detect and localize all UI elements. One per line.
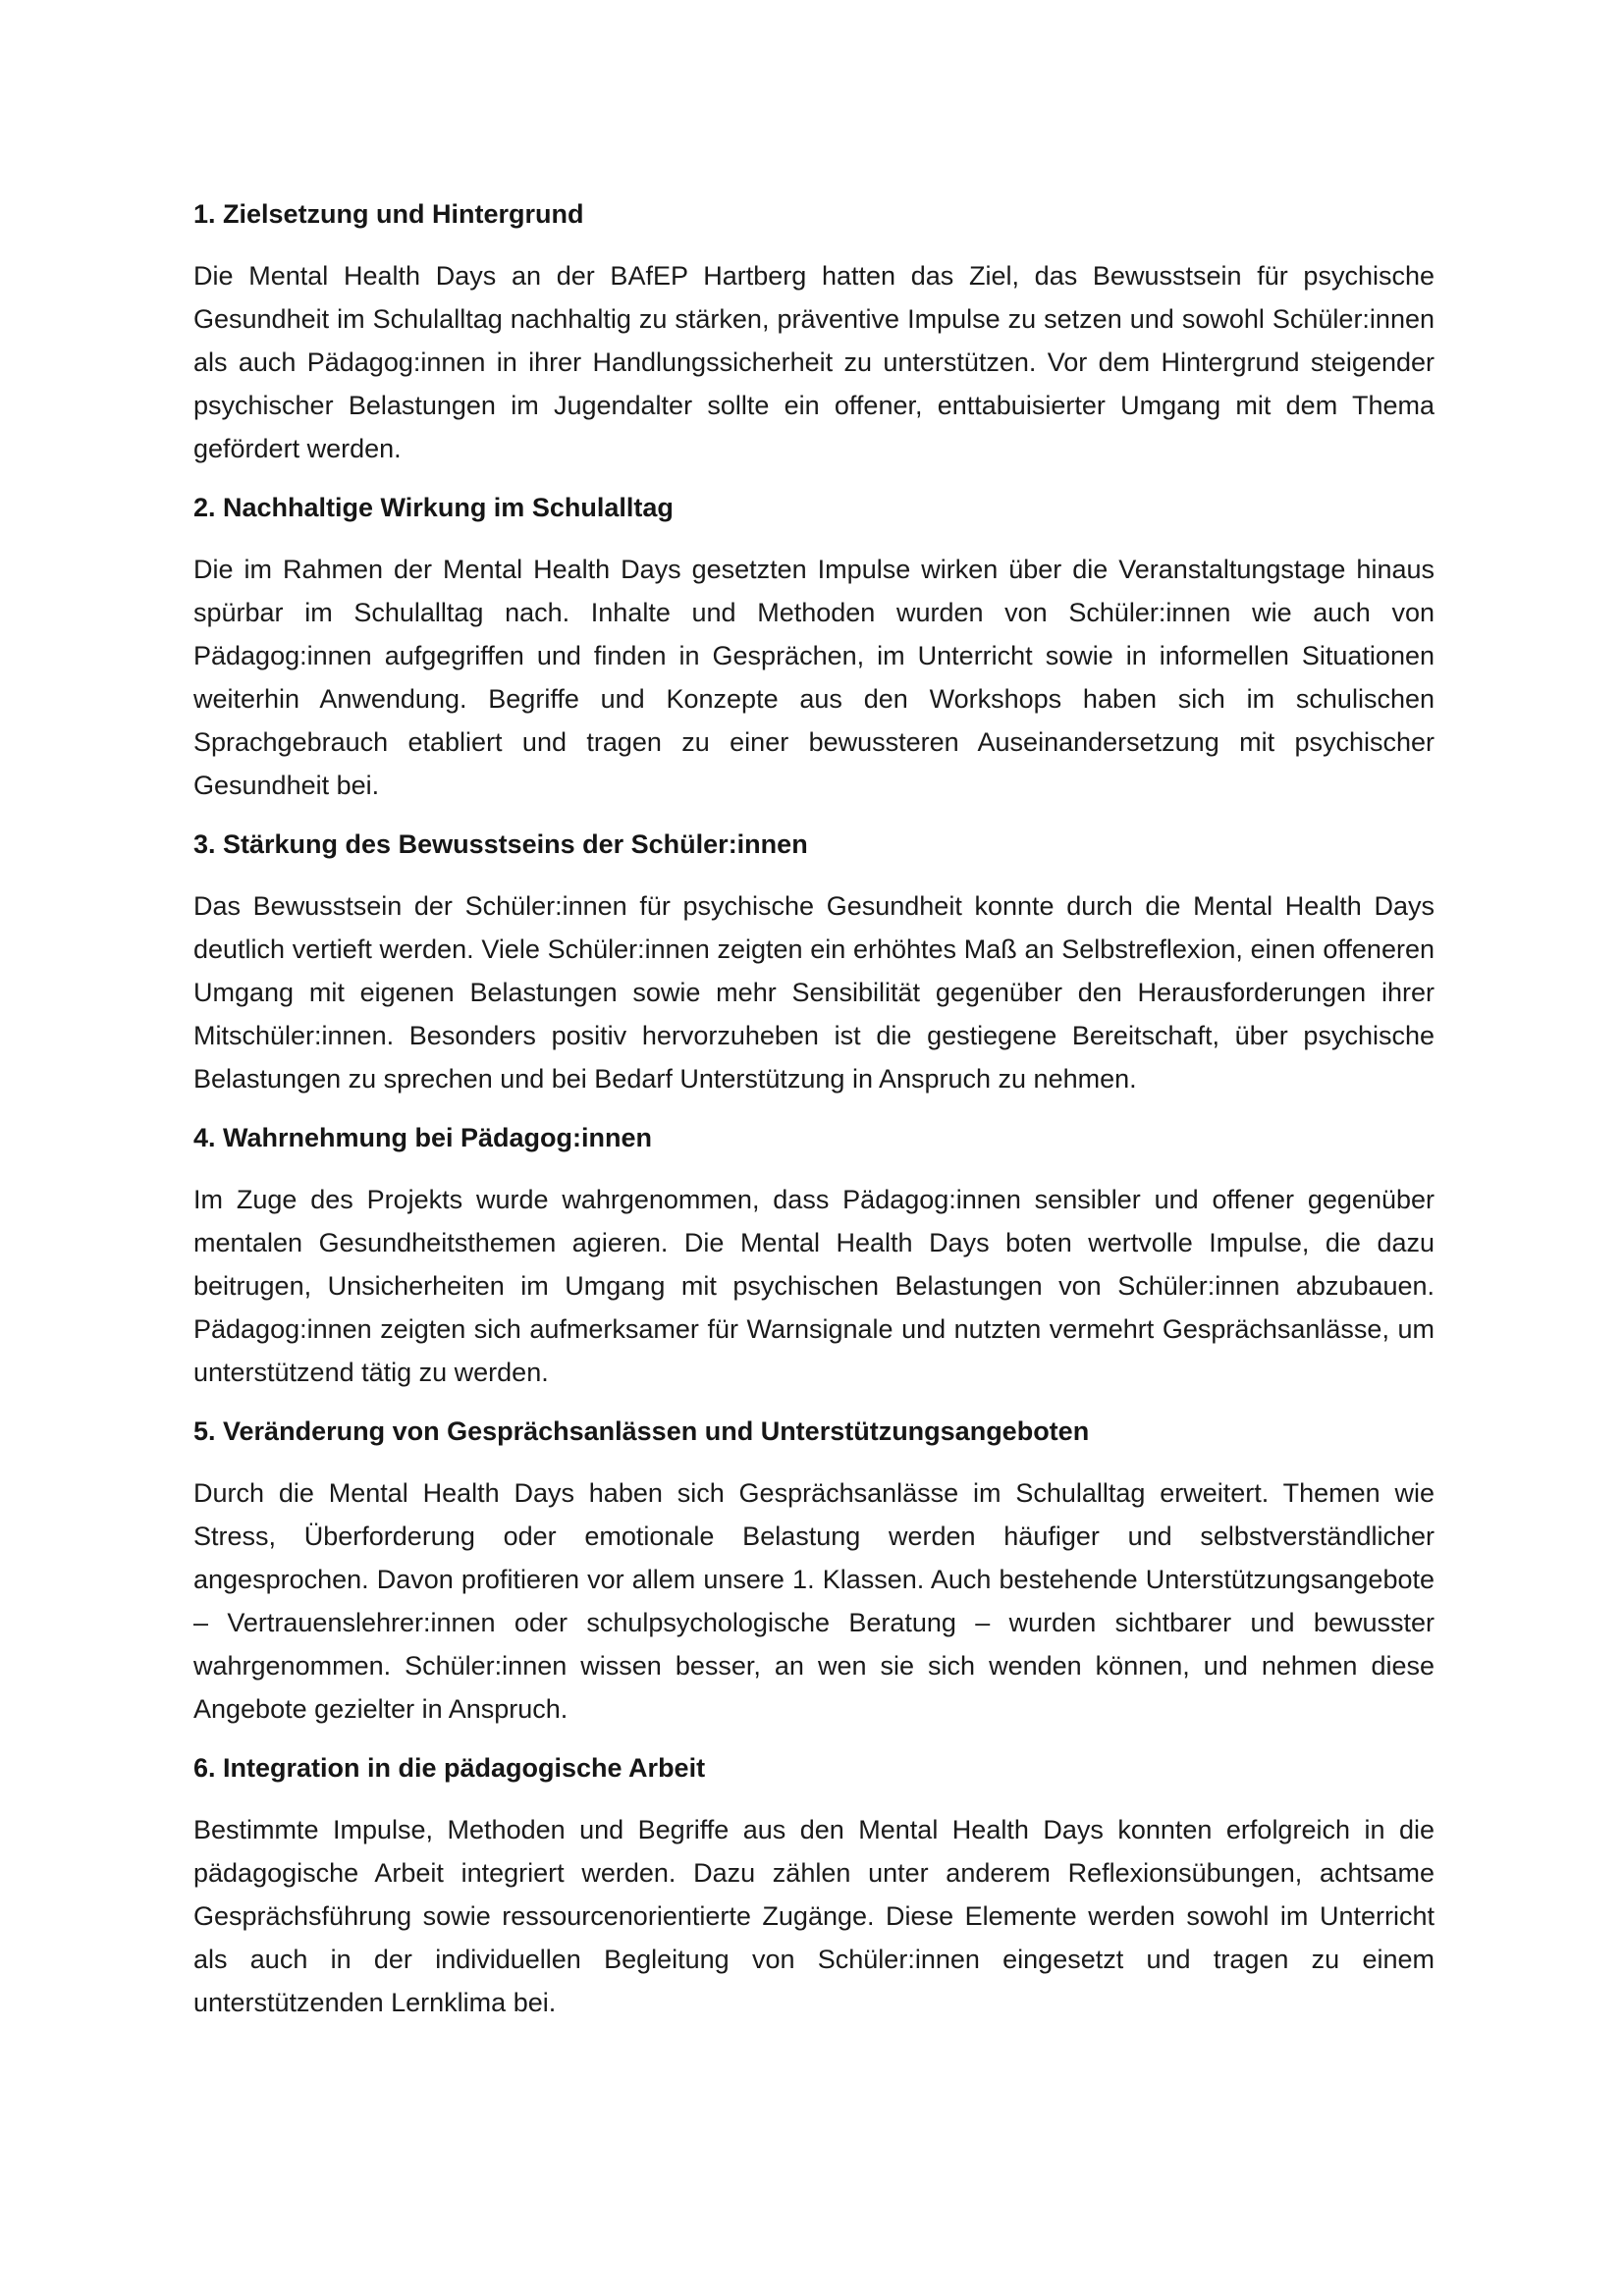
section-integration	[193, 1746, 1435, 2024]
document-content	[193, 192, 1435, 2040]
section-paragraph: Das Bewusstsein der Schüler:innen für psychische Gesundheit konnte durch die Mental Health Days deutlich vertieft werden. Viele Schüler:innen zeigten ein erhöhtes Maß an Selbstreflexion, einen offeneren Umgang mit eigenen Belastungen sowie mehr Sensibilität gegenüber den Herausforderungen ihrer Mitschüler:innen. Besonders positiv hervorzuheben ist die gestiegene Bereitschaft, über psychische Belastungen zu sprechen und bei Bedarf Unterstützung in Anspruch zu nehmen.	[193, 891, 1435, 1094]
section-paragraph: Bestimmte Impulse, Methoden und Begriffe aus den Mental Health Days konnten erfolgreich in die pädagogische Arbeit integriert werden. Dazu zählen unter anderem Reflexionsübungen, achtsame Gesprächsführung sowie ressourcenorientierte Zugänge. Diese Elemente werden sowohl im Unterricht als auch in der individuellen Begleitung von Schüler:innen eingesetzt und tragen zu einem unterstützenden Lernklima bei.	[193, 1815, 1435, 2017]
section-heading: 5. Veränderung von Gesprächsanlässen und Unterstützungsangeboten	[193, 1416, 1090, 1446]
section-nachhaltige-wirkung	[193, 486, 1435, 807]
section-paragraph: Die Mental Health Days an der BAfEP Hartberg hatten das Ziel, das Bewusstsein für psychische Gesundheit im Schulalltag nachhaltig zu stärken, präventive Impulse zu setzen und sowohl Schüler:innen als auch Pädagog:innen in ihrer Handlungssicherheit zu unterstützen. Vor dem Hintergrund steigender psychischer Belastungen im Jugendalter sollte ein offener, enttabuisierter Umgang mit dem Thema gefördert werden.	[193, 261, 1435, 463]
section-heading: 6. Integration in die pädagogische Arbeit	[193, 1753, 706, 1783]
section-paragraph: Die im Rahmen der Mental Health Days gesetzten Impulse wirken über die Veranstaltungstage hinaus spürbar im Schulalltag nach. Inhalte und Methoden wurden von Schüler:innen wie auch von Pädagog:innen aufgegriffen und finden in Gesprächen, im Unterricht sowie in informellen Situationen weiterhin Anwendung. Begriffe und Konzepte aus den Workshops haben sich im schulischen Sprachgebrauch etabliert und tragen zu einer bewussteren Auseinandersetzung mit psychischer Gesundheit bei.	[193, 555, 1435, 800]
section-paragraph: Durch die Mental Health Days haben sich Gesprächsanlässe im Schulalltag erweitert. Themen wie Stress, Überforderung oder emotionale Belastung werden häufiger und selbstverständlicher angesprochen. Davon profitieren vor allem unsere 1. Klassen. Auch bestehende Unterstützungsangebote – Vertrauenslehrer:innen oder schulpsychologische Beratung – wurden sichtbarer und bewusster wahrgenommen. Schüler:innen wissen besser, an wen sie sich wenden können, und nehmen diese Angebote gezielter in Anspruch.	[193, 1478, 1435, 1724]
section-heading: 1. Zielsetzung und Hintergrund	[193, 199, 584, 229]
section-gespraechsanlaesse	[193, 1410, 1435, 1731]
section-heading: 3. Stärkung des Bewusstseins der Schüler:innen	[193, 829, 808, 859]
section-heading: 2. Nachhaltige Wirkung im Schulalltag	[193, 493, 674, 522]
section-bewusstsein-schueler	[193, 823, 1435, 1100]
section-paragraph: Im Zuge des Projekts wurde wahrgenommen, dass Pädagog:innen sensibler und offener gegenüber mentalen Gesundheitsthemen agieren. Die Mental Health Days boten wertvolle Impulse, die dazu beitrugen, Unsicherheiten im Umgang mit psychischen Belastungen von Schüler:innen abzubauen. Pädagog:innen zeigten sich aufmerksamer für Warnsignale und nutzten vermehrt Gesprächsanlässe, um unterstützend tätig zu werden.	[193, 1185, 1435, 1387]
section-zielsetzung	[193, 192, 1435, 470]
section-wahrnehmung-paedagogen	[193, 1116, 1435, 1394]
section-heading: 4. Wahrnehmung bei Pädagog:innen	[193, 1123, 653, 1152]
